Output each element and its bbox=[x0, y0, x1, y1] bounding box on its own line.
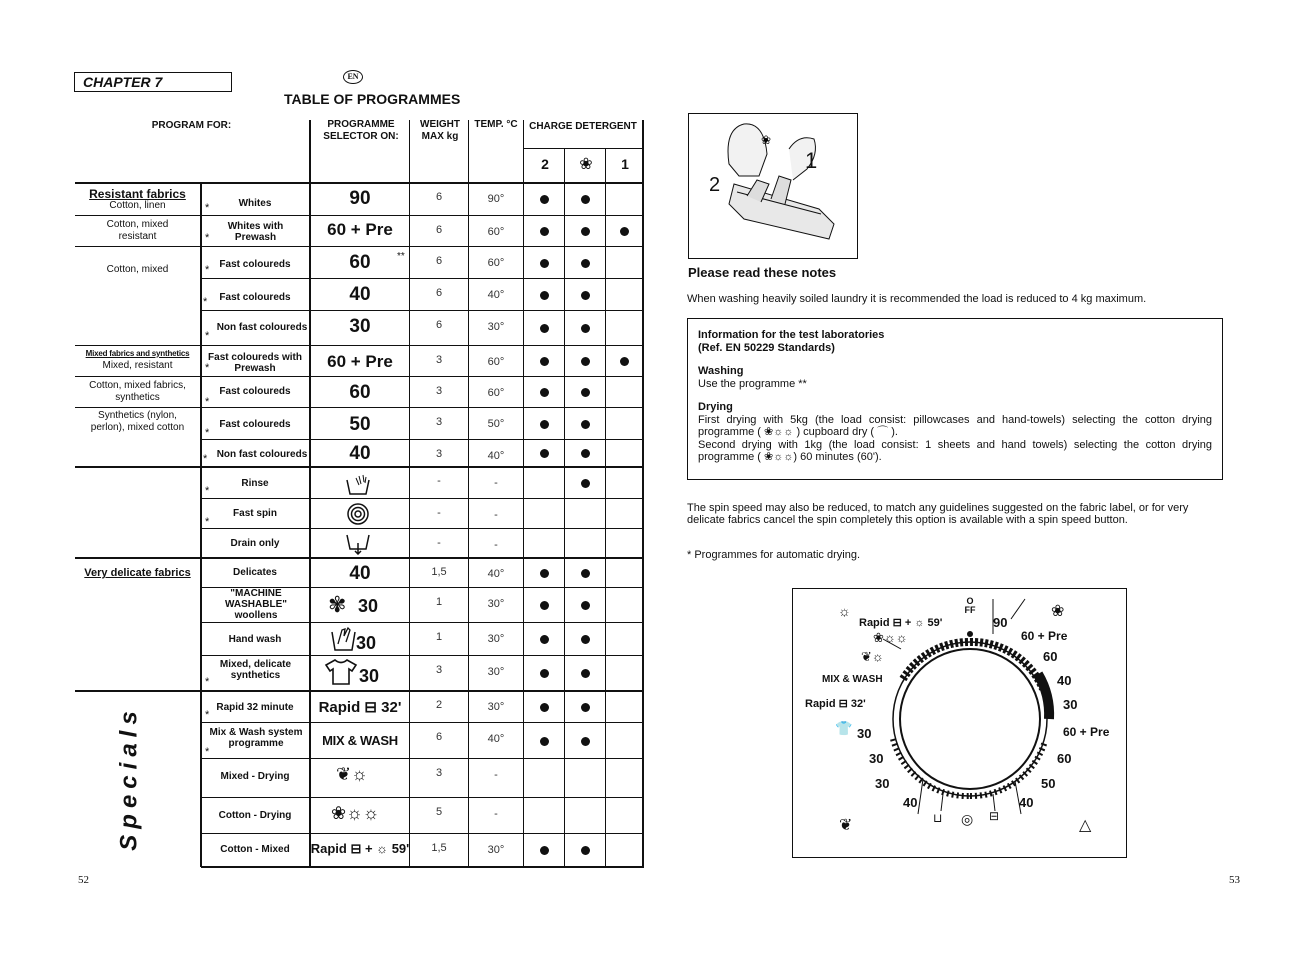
category-cotton-mixed: Cotton, mixed bbox=[106, 264, 169, 275]
washing-heading: Washing bbox=[698, 365, 744, 377]
prog-fast-coloureds-1: Fast coloureds bbox=[219, 259, 291, 270]
weight-value: 6 bbox=[435, 287, 443, 299]
spin-icon bbox=[347, 503, 369, 525]
dial-60-pre[interactable]: 60 + Pre bbox=[1021, 629, 1068, 643]
prog-whites-prewash: Whites with Prewash bbox=[227, 221, 284, 243]
detergent-dot bbox=[581, 703, 590, 712]
prog-non-fast-1: Non fast coloureds bbox=[216, 322, 308, 333]
weight-value: 1,5 bbox=[431, 566, 447, 578]
selector-30: 30 bbox=[349, 316, 371, 337]
weight-value: - bbox=[437, 475, 441, 487]
detergent-dot bbox=[540, 846, 549, 855]
detergent-drawer-illustration bbox=[688, 113, 858, 259]
dial-cotton-drying-icon[interactable]: ❀☼☼ bbox=[873, 630, 908, 645]
temp-value: - bbox=[494, 808, 498, 820]
prog-mixed-delicate: Mixed, delicate synthetics bbox=[219, 659, 292, 681]
detergent-dot bbox=[620, 357, 629, 366]
prog-cotton-mixed: Cotton - Mixed bbox=[220, 844, 290, 855]
detergent-dot bbox=[540, 737, 549, 746]
detergent-dot bbox=[581, 737, 590, 746]
temp-value: 60° bbox=[487, 226, 505, 238]
detergent-dot bbox=[581, 846, 590, 855]
selector-60-pre: 60 + Pre bbox=[327, 220, 393, 239]
temp-value: - bbox=[494, 509, 498, 521]
weight-value: - bbox=[437, 507, 441, 519]
temp-value: 60° bbox=[487, 387, 505, 399]
weight-value: 3 bbox=[435, 416, 443, 428]
cotton-drying-icon: ❀☼☼ bbox=[331, 803, 380, 823]
prog-rinse: Rinse bbox=[241, 478, 269, 489]
weight-value: 2 bbox=[435, 699, 443, 711]
weight-value: 1,5 bbox=[431, 842, 447, 854]
detergent-dot bbox=[581, 357, 590, 366]
weight-value: 6 bbox=[435, 191, 443, 203]
page-number-right: 53 bbox=[1229, 874, 1240, 886]
prog-fast-coloureds-4: Fast coloureds bbox=[219, 419, 291, 430]
selector-rapid-59: Rapid ⊟ + ☼ 59' bbox=[310, 841, 410, 856]
selector-60-2: 60 bbox=[349, 382, 371, 403]
detergent-dot bbox=[540, 388, 549, 397]
mixed-drying-icon: ❦☼ bbox=[336, 764, 368, 784]
prog-rapid-32: Rapid 32 minute bbox=[216, 702, 294, 713]
weight-value: 6 bbox=[435, 224, 443, 236]
dial-drain-icon[interactable]: ⊔ bbox=[933, 811, 943, 825]
box-subheading: (Ref. EN 50229 Standards) bbox=[698, 341, 835, 354]
temp-value: 30° bbox=[487, 701, 505, 713]
detergent-dot bbox=[540, 420, 549, 429]
drying-sun-icon: ☼ bbox=[838, 603, 851, 619]
prog-whites: Whites bbox=[238, 198, 272, 209]
selector-40-2: 40 bbox=[349, 443, 371, 464]
dial-rinse-icon[interactable]: ⊟ bbox=[989, 809, 1000, 823]
prog-fast-spin: Fast spin bbox=[233, 508, 277, 519]
dial-mix-wash[interactable]: MIX & WASH bbox=[822, 674, 883, 685]
weight-value: - bbox=[437, 537, 441, 549]
drying-text-2: Second drying with 1kg (the load consist: 1 sheets and hand towels) selecting the cotton drying programme ( ❀☼☼) 60 minutes (60'). bbox=[698, 438, 1212, 463]
detergent-dot bbox=[581, 227, 590, 236]
selector-40-delicates: 40 bbox=[349, 563, 371, 584]
temp-value: 40° bbox=[487, 733, 505, 745]
temp-value: - bbox=[494, 539, 498, 551]
selector-rapid-32: Rapid ⊟ 32' bbox=[318, 699, 402, 716]
detergent-dot bbox=[581, 420, 590, 429]
category-resistant: Resistant fabrics Cotton, linen bbox=[89, 187, 186, 211]
detergent-dot bbox=[540, 259, 549, 268]
category-cotton-mixed-resistant: Cotton, mixed resistant bbox=[106, 219, 169, 242]
dial-left-30b[interactable]: 30 bbox=[869, 751, 884, 766]
dial-30[interactable]: 30 bbox=[1063, 697, 1078, 712]
temp-value: 50° bbox=[487, 418, 505, 430]
category-mixed-synthetics: Mixed fabrics and synthetics Mixed, resistant bbox=[85, 349, 190, 371]
rinse-icon bbox=[345, 474, 371, 496]
temp-value: 60° bbox=[487, 356, 505, 368]
handwash-icon bbox=[330, 624, 356, 652]
selector-note: ** bbox=[397, 251, 405, 262]
prog-mix-wash: Mix & Wash system programme bbox=[209, 727, 303, 749]
detergent-dot bbox=[581, 449, 590, 458]
weight-value: 6 bbox=[435, 731, 443, 743]
detergent-dot bbox=[540, 449, 549, 458]
detergent-dot bbox=[581, 479, 590, 488]
selector-40: 40 bbox=[349, 284, 371, 305]
detergent-dot bbox=[581, 569, 590, 578]
detergent-dot bbox=[581, 259, 590, 268]
temp-value: 40° bbox=[487, 568, 505, 580]
dial-left-40[interactable]: 40 bbox=[903, 795, 918, 810]
drawer-label-1: 1 bbox=[805, 148, 818, 173]
detergent-dot bbox=[540, 195, 549, 204]
dial-mixed-drying-icon[interactable]: ❦☼ bbox=[861, 649, 884, 664]
chapter-label: CHAPTER 7 bbox=[74, 72, 232, 92]
selector-60-pre-2: 60 + Pre bbox=[327, 352, 393, 371]
weight-value: 6 bbox=[435, 319, 443, 331]
specials-label: Specials bbox=[115, 705, 143, 851]
dial-50[interactable]: 50 bbox=[1041, 776, 1056, 791]
detergent-dot bbox=[540, 601, 549, 610]
svg-text:❀: ❀ bbox=[761, 133, 772, 147]
automatic-drying-note: * Programmes for automatic drying. bbox=[687, 549, 861, 561]
weight-value: 6 bbox=[435, 255, 443, 267]
temp-value: 60° bbox=[487, 257, 505, 269]
header-weight: WEIGHT MAX kg bbox=[420, 119, 460, 142]
dial-60[interactable]: 60 bbox=[1043, 649, 1058, 664]
shirt-icon bbox=[324, 658, 358, 686]
category-synthetics: Synthetics (nylon, perlon), mixed cotton bbox=[90, 410, 185, 433]
dial-40-2[interactable]: 40 bbox=[1019, 795, 1034, 810]
weight-value: 3 bbox=[435, 767, 443, 779]
dial-60-pre-2[interactable]: 60 + Pre bbox=[1063, 725, 1110, 739]
category-cotton-mixed-fabrics: Cotton, mixed fabrics, synthetics bbox=[89, 380, 186, 403]
temp-value: 30° bbox=[487, 666, 505, 678]
wool-icon: ✾ bbox=[328, 592, 347, 617]
detergent-dot bbox=[540, 669, 549, 678]
temp-value: 30° bbox=[487, 321, 505, 333]
header-charge: CHARGE DETERGENT bbox=[529, 121, 637, 132]
drying-text-1: First drying with 5kg (the load consist: pillowcases and hand-towels) selecting the cotton drying programme ( ❀☼☼ ) cupboard dry ( ⌒ ). bbox=[698, 413, 1212, 438]
dial-leaf-icon: ❦ bbox=[839, 817, 853, 834]
weight-value: 5 bbox=[435, 806, 443, 818]
prog-fast-coloureds-prewash: Fast coloureds with Prewash bbox=[208, 352, 302, 374]
prog-fast-coloureds-2: Fast coloureds bbox=[219, 292, 291, 303]
detergent-dot bbox=[581, 635, 590, 644]
dial-cotton-icon: ❀ bbox=[1051, 603, 1065, 620]
weight-value: 3 bbox=[435, 354, 443, 366]
prog-non-fast-2: Non fast coloureds bbox=[216, 449, 308, 460]
detergent-dot bbox=[540, 324, 549, 333]
dial-40[interactable]: 40 bbox=[1057, 673, 1072, 688]
weight-value: 1 bbox=[435, 596, 443, 608]
detergent-dot bbox=[540, 227, 549, 236]
temp-value: 40° bbox=[487, 450, 505, 462]
temp-value: 90° bbox=[487, 193, 505, 205]
prog-hand-wash: Hand wash bbox=[228, 634, 282, 645]
detergent-dot bbox=[581, 324, 590, 333]
detergent-dot bbox=[581, 669, 590, 678]
header-selector: PROGRAMME SELECTOR ON: bbox=[323, 119, 399, 142]
dial-rapid-32[interactable]: Rapid ⊟ 32' bbox=[805, 698, 866, 710]
prog-woollens: "MACHINE WASHABLE" woollens bbox=[225, 588, 287, 621]
detergent-dot bbox=[540, 569, 549, 578]
header-temp: TEMP. °C bbox=[474, 119, 518, 130]
prog-cotton-drying: Cotton - Drying bbox=[218, 810, 292, 821]
detergent-dot bbox=[540, 291, 549, 300]
detergent-dot bbox=[581, 291, 590, 300]
header-program-for: PROGRAM FOR: bbox=[151, 120, 232, 131]
dial-left-30a[interactable]: 30 bbox=[857, 726, 872, 741]
dial-spin-icon[interactable]: ◎ bbox=[961, 811, 974, 827]
temp-value: 30° bbox=[487, 598, 505, 610]
detergent-dot bbox=[620, 227, 629, 236]
detergent-dot bbox=[540, 703, 549, 712]
dial-off[interactable]: OFF bbox=[964, 596, 976, 615]
test-lab-info-box bbox=[687, 318, 1223, 480]
temp-value: 40° bbox=[487, 289, 505, 301]
flower-icon: ❀ bbox=[579, 156, 593, 173]
selector-60: 60 bbox=[349, 252, 371, 273]
drying-heading: Drying bbox=[698, 401, 733, 413]
prog-drain-only: Drain only bbox=[230, 538, 280, 549]
dial-left-30c[interactable]: 30 bbox=[875, 776, 890, 791]
dial-rapid-59[interactable]: Rapid ⊟ + ☼ 59' bbox=[859, 617, 943, 629]
temp-value: - bbox=[494, 477, 498, 489]
programme-dial bbox=[792, 588, 1127, 858]
selector-90: 90 bbox=[349, 188, 371, 209]
weight-value: 3 bbox=[435, 448, 443, 460]
notes-heading: Please read these notes bbox=[688, 265, 837, 280]
drain-icon bbox=[345, 533, 371, 555]
weight-value: 1 bbox=[435, 631, 443, 643]
selector-30-wool: 30 bbox=[358, 596, 379, 616]
notes-load-text: When washing heavily soiled laundry it is recommended the load is reduced to 4 kg maximum. bbox=[687, 293, 1147, 305]
drawer-label-2: 2 bbox=[709, 174, 721, 196]
dial-delicate-icon: △ bbox=[1079, 817, 1092, 834]
temp-value: 30° bbox=[487, 633, 505, 645]
temp-value: 30° bbox=[487, 844, 505, 856]
compartment-1: 1 bbox=[621, 156, 629, 172]
prog-fast-coloureds-3: Fast coloureds bbox=[219, 386, 291, 397]
weight-value: 3 bbox=[435, 385, 443, 397]
selector-30-hand: 30 bbox=[356, 633, 377, 653]
selector-30-shirt: 30 bbox=[359, 666, 380, 686]
selector-50: 50 bbox=[349, 414, 371, 435]
compartment-2: 2 bbox=[541, 156, 549, 172]
dial-90[interactable]: 90 bbox=[993, 615, 1008, 630]
language-badge: EN bbox=[343, 70, 363, 84]
weight-value: 3 bbox=[435, 664, 443, 676]
prog-mixed-drying: Mixed - Drying bbox=[220, 771, 290, 782]
dial-60-2[interactable]: 60 bbox=[1057, 751, 1072, 766]
detergent-dot bbox=[540, 357, 549, 366]
page-number-left: 52 bbox=[78, 874, 89, 886]
category-very-delicate: Very delicate fabrics bbox=[84, 567, 191, 579]
detergent-dot bbox=[581, 195, 590, 204]
spin-speed-text: The spin speed may also be reduced, to match any guidelines suggested on the fabric label, or for very delicate fabrics cancel the spin completely this option is available with a spin speed button. bbox=[687, 502, 1189, 526]
detergent-dot bbox=[581, 388, 590, 397]
page-title: TABLE OF PROGRAMMES bbox=[284, 91, 461, 107]
prog-delicates: Delicates bbox=[233, 567, 277, 578]
selector-mix-wash: MIX & WASH bbox=[322, 733, 398, 748]
detergent-dot bbox=[581, 601, 590, 610]
detergent-dot bbox=[540, 635, 549, 644]
washing-text: Use the programme ** bbox=[698, 377, 807, 390]
dial-shirt-icon[interactable]: 👕 bbox=[835, 720, 853, 736]
temp-value: - bbox=[494, 769, 498, 781]
box-heading: Information for the test laboratories bbox=[698, 329, 885, 341]
